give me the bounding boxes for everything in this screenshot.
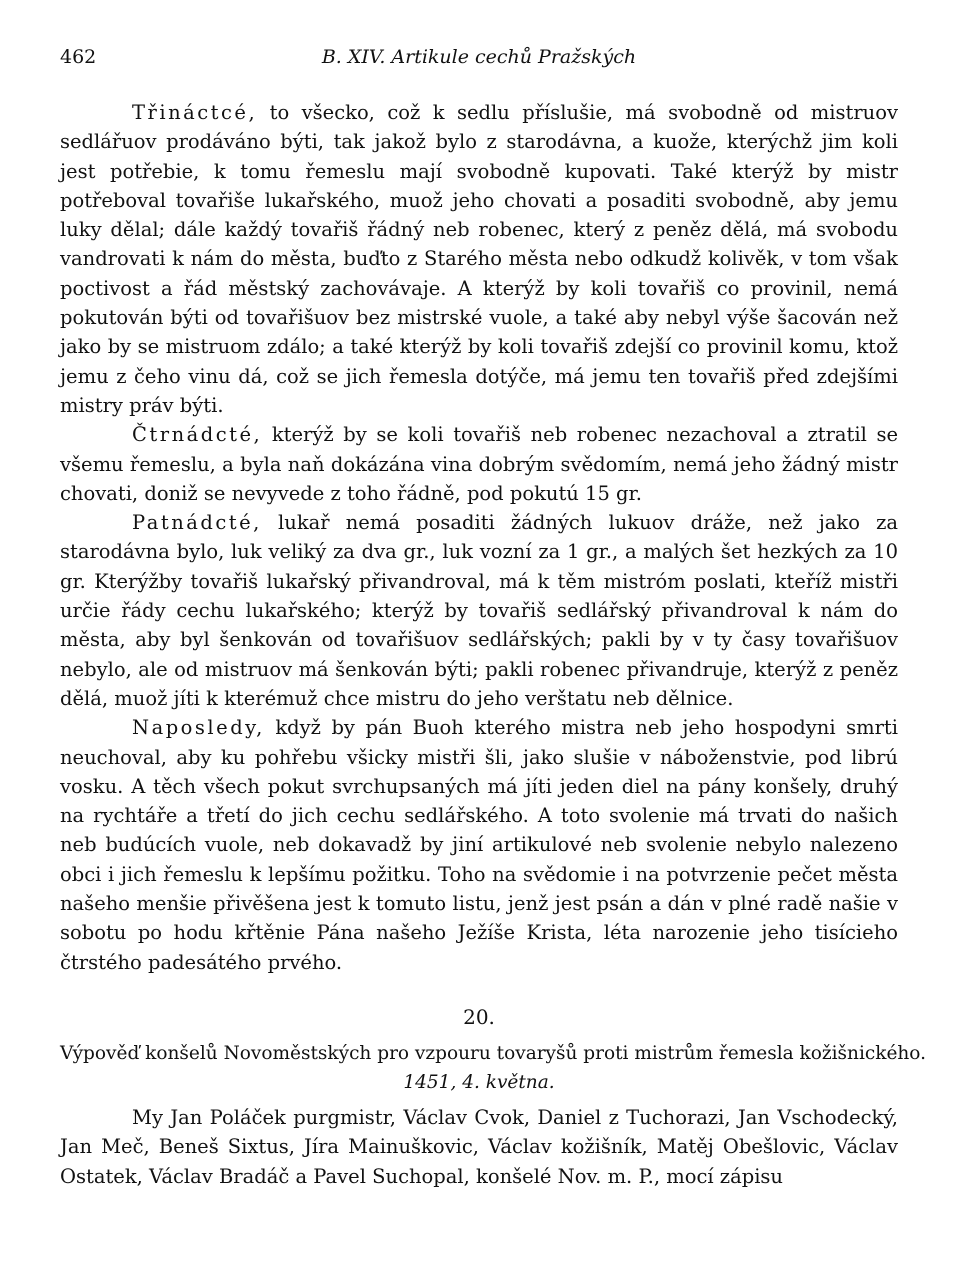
- paragraph-final-article: [60, 713, 898, 977]
- running-title: B. XIV. Artikule cechů Pražských: [321, 46, 637, 68]
- article-lead-word: Naposledy,: [132, 716, 265, 740]
- document-heading: Výpověď konšelů Novoměstských pro vzpouru tovaryšů proti mistrům řemesla kožišnického.: [60, 1042, 926, 1064]
- article-lead-word: Třináctcé,: [132, 101, 258, 124]
- body-text: [60, 98, 926, 1191]
- paragraph-article-13: [60, 98, 898, 420]
- page-number: 462: [60, 46, 97, 68]
- document-date: 1451, 4. května.: [403, 1071, 555, 1093]
- article-lead-word: Čtrnádcté,: [132, 423, 263, 447]
- paragraph-text: lukař nemá posaditi žádných lukuov dráže, než jako za starodávna bylo, luk veliký za dva gr., luk vozní za 1 gr., a malých šet hezkých za 10 gr. Kterýžby tovařiš lukařský přivandroval, má k těm mistróm poslati, kteříž mistři určie řády cechu lukařského; kterýž by tovařiš sedlářský přivandroval k nám do města, aby byl šenkován od tovařišuov sedlářských; pakli by v ty časy tovařišuov nebylo, ale od mistruov má šenkován býti; pakli robenec přivandruje, kterýž z peněz dělá, muož jíti k kterémuž chce mistru do jeho verštatu neb dělnice.: [60, 511, 898, 710]
- paragraph-article-14: [60, 420, 898, 508]
- paragraph-text: kterýž by se koli tovařiš neb robenec nezachoval a ztratil se všemu řemeslu, a byla naň dokázána vina dobrým svědomím, nemá jeho žádný mistr chovati, doniž se nevyvede z toho řádně, pod pokutú 15 gr.: [60, 423, 898, 505]
- paragraph-text: to všecko, což k sedlu příslušie, má svobodně od mistruov sedlářuov prodáváno býti, tak jakož bylo z starodávna, a kuože, kterýchž jim koli jest potřebie, k tomu řemeslu mají svobodně kupovati. Také kterýž by mistr potřeboval tovařiše lukařského, muož jeho chovati a posaditi svobodně, aby jemu luky dělal; dále každý tovařiš řádný neb robenec, který z peněz dělá, má svobodu vandrovati k nám do města, buďto z Starého města nebo odkudž kolivěk, v tom však poctivost a řád městský zachovávaje. A kterýž by koli tovařiš co provinil, nemá pokutován býti od tovařišuov bez mistrské vuole, a také aby nebyl výše šacován než jako by se mistruom zdálo; a také kterýž by koli tovařiš zdejší co provinil komu, ktož jemu z čeho vinu dá, což se jich řemesla dotýče, má jemu ten tovařiš před zdejšími mistry práv býti.: [60, 101, 898, 417]
- document-opening-paragraph: My Jan Poláček purgmistr, Václav Cvok, Daniel z Tuchorazi, Jan Vschodecký, Jan Meč, Beneš Sixtus, Jíra Mainuškovic, Václav kožišník, Matěj Obešlovic, Václav Ostatek, Václav Bradáč a Pavel Suchopal, konšelé Nov. m. P., mocí zápisu: [60, 1105, 898, 1188]
- document-number: 20.: [463, 1004, 495, 1029]
- paragraph-text: když by pán Buoh kterého mistra neb jeho hospodyni smrti neuchoval, aby ku pohřebu všicky mistři šli, jako slušie v náboženstvie, pod librú vosku. A těch všech pokut svrchupsaných má jíti jeden diel na pány konšely, druhý na rychtáře a třetí do jich cechu sedlářského. A toto svolenie má trvati do našich neb budúcích vuole, neb dokavadž by jiní artikulové neb svolenie nebylo nalezeno obci i jich řemeslu k lepšímu požitku. Toho na svědomie i na potvrzenie pečet města našeho menšie přivěšena jest k tomuto listu, jenž jest psán a dán v plné radě našie v sobotu po hodu křtěnie Pána našeho Ježíše Krista, léta narozenie jeho tisícieho čtrstého padesátého prvého.: [60, 716, 898, 974]
- article-lead-word: Patnádcté,: [132, 511, 262, 535]
- page-header: [60, 40, 898, 74]
- paragraph-article-15: [60, 508, 898, 713]
